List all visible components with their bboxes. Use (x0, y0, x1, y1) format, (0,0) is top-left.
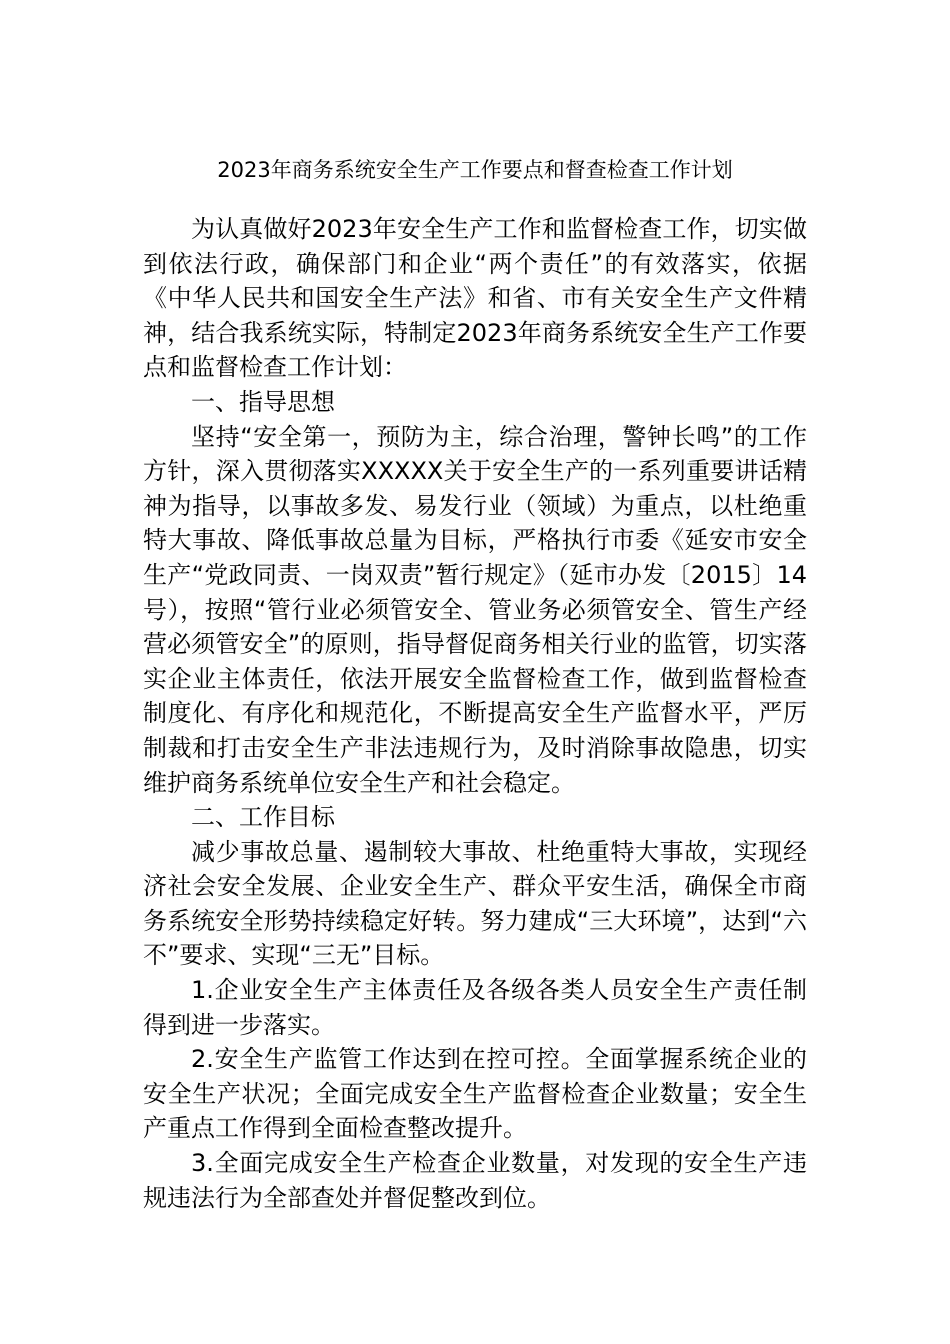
intro-paragraph: 为认真做好2023年安全生产工作和监督检查工作，切实做到依法行政，确保部门和企业“两个责任”的有效落实，依据《中华人民共和国安全生产法》和省、市有关安全生产文件精神，结合我系统实际，特制定2023年商务系统安全生产工作要点和监督检查工作计划： (143, 215, 807, 382)
section-heading-guiding-ideology: 一、指导思想 (191, 387, 335, 416)
guiding-ideology-paragraph: 坚持“安全第一，预防为主，综合治理，警钟长鸣”的工作方针，深入贯彻落实XXXXX关于安全生产的一系列重要讲话精神为指导，以事故多发、易发行业（领域）为重点，以杜绝重特大事故、降低事故总量为目标，严格执行市委《延安市安全生产“党政同责、一岗双责”暂行规定》（延市办发〔2015〕14号），按照“管行业必须管安全、管业务必须管安全、管生产经营必须管安全”的原则，指导督促商务相关行业的监管，切实落实企业主体责任，依法开展安全监督检查工作，做到监督检查制度化、有序化和规范化，不断提高安全生产监督水平，严厉制裁和打击安全生产非法违规行为，及时消除事故隐患，切实维护商务系统单位安全生产和社会稳定。 (143, 422, 807, 797)
section-heading-work-goals: 二、工作目标 (191, 803, 335, 832)
work-goals-paragraph: 减少事故总量、遏制较大事故、杜绝重特大事故，实现经济社会安全发展、企业安全生产、群众平安生活，确保全市商务系统安全形势持续稳定好转。努力建成“三大环境”，达到“六不”要求、实现“三无”目标。 (143, 837, 807, 970)
goal-item-1: 1.企业安全生产主体责任及各级各类人员安全生产责任制得到进一步落实。 (143, 976, 807, 1039)
goal-item-3: 3.全面完成安全生产检查企业数量，对发现的安全生产违规违法行为全部查处并督促整改到位。 (143, 1149, 807, 1212)
document-title: 2023年商务系统安全生产工作要点和督查检查工作计划 (217, 158, 733, 182)
document-page (143, 150, 807, 1215)
goal-item-2: 2.安全生产监管工作达到在控可控。全面掌握系统企业的安全生产状况；全面完成安全生产监督检查企业数量；安全生产重点工作得到全面检查整改提升。 (143, 1045, 807, 1143)
